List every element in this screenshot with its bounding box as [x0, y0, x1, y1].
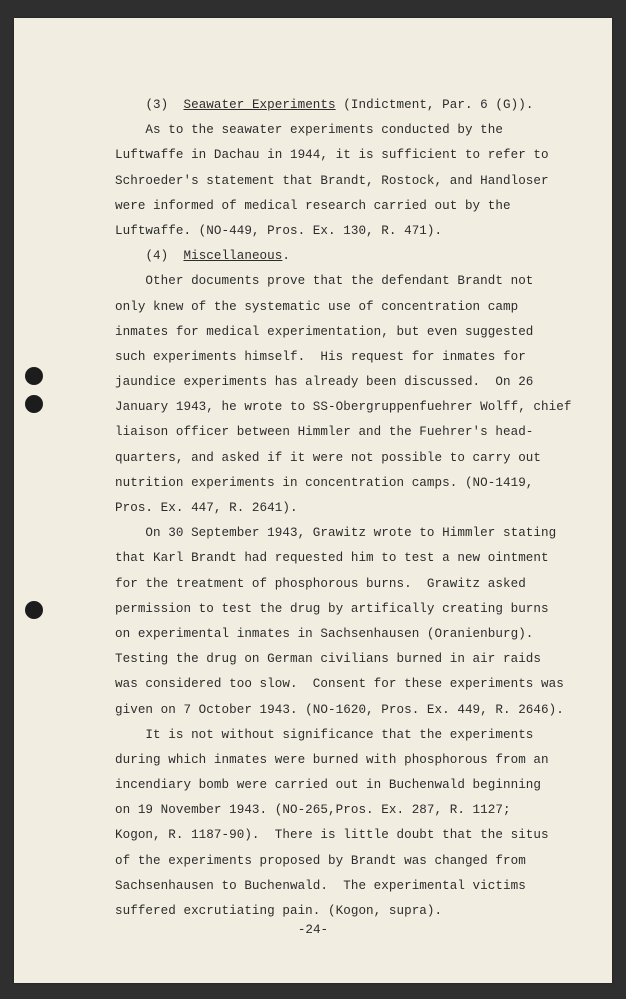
body-line: Schroeder's statement that Brandt, Rostock, and Handloser: [115, 173, 549, 188]
body-line: Kogon, R. 1187-90). There is little doubt that the situs: [115, 828, 549, 843]
section-heading-4: [115, 244, 575, 269]
section-heading-3: [115, 93, 575, 118]
body-line: Other documents prove that the defendant Brandt not: [115, 274, 534, 289]
body-line: on experimental inmates in Sachsenhausen (Oranienburg).: [115, 626, 534, 641]
body-line: that Karl Brandt had requested him to test a new ointment: [115, 551, 549, 566]
section-title-suffix: .: [282, 249, 290, 264]
body-line: permission to test the drug by artifically creating burns: [115, 601, 549, 616]
punch-hole: [25, 395, 43, 413]
section-number: (4): [145, 249, 169, 264]
section-title: Miscellaneous: [183, 249, 283, 264]
body-line: such experiments himself. His request for inmates for: [115, 349, 526, 364]
body-line: during which inmates were burned with phosphorous from an: [115, 752, 549, 767]
body-line: suffered excrutiating pain. (Kogon, supra).: [115, 904, 443, 918]
body-line: On 30 September 1943, Grawitz wrote to Himmler stating: [115, 526, 557, 541]
body-line: Luftwaffe. (NO-449, Pros. Ex. 130, R. 471).: [115, 223, 443, 238]
body-line: was considered too slow. Consent for these experiments was: [115, 677, 564, 692]
section-title-suffix: (Indictment, Par. 6 (G)).: [335, 98, 534, 112]
body-line: As to the seawater experiments conducted by the: [115, 123, 503, 138]
body-line: for the treatment of phosphorous burns. Grawitz asked: [115, 576, 526, 591]
body-line: only knew of the systematic use of concentration camp: [115, 299, 519, 314]
body-line: Pros. Ex. 447, R. 2641).: [115, 501, 298, 515]
body-line: January 1943, he wrote to SS-Obergruppenfuehrer Wolff, chief: [115, 400, 572, 415]
punch-hole: [25, 367, 43, 385]
body-line: nutrition experiments in concentration camps. (NO-1419,: [115, 475, 534, 490]
section-number: (3): [145, 98, 169, 112]
document-page: [14, 18, 612, 983]
body-line: were informed of medical research carried out by the: [115, 198, 511, 213]
punch-hole: [25, 601, 43, 619]
section-title: Seawater Experiments: [183, 98, 336, 112]
body-line: It is not without significance that the experiments: [115, 727, 534, 742]
body-line: Sachsenhausen to Buchenwald. The experimental victims: [115, 878, 526, 893]
body-line: quarters, and asked if it were not possible to carry out: [115, 450, 542, 465]
body-line: inmates for medical experimentation, but even suggested: [115, 324, 534, 339]
body-line: jaundice experiments has already been discussed. On 26: [115, 375, 534, 390]
document-body: [115, 93, 575, 924]
page-number: -24-: [297, 923, 329, 937]
body-line: of the experiments proposed by Brandt was changed from: [115, 853, 526, 868]
body-line: incendiary bomb were carried out in Buchenwald beginning: [115, 778, 542, 793]
body-line: Testing the drug on German civilians burned in air raids: [115, 652, 542, 667]
body-line: Luftwaffe in Dachau in 1944, it is sufficient to refer to: [115, 148, 549, 163]
body-line: on 19 November 1943. (NO-265,Pros. Ex. 287, R. 1127;: [115, 803, 511, 818]
body-line: liaison officer between Himmler and the Fuehrer's head-: [115, 425, 534, 440]
body-line: given on 7 October 1943. (NO-1620, Pros. Ex. 449, R. 2646).: [115, 702, 564, 717]
